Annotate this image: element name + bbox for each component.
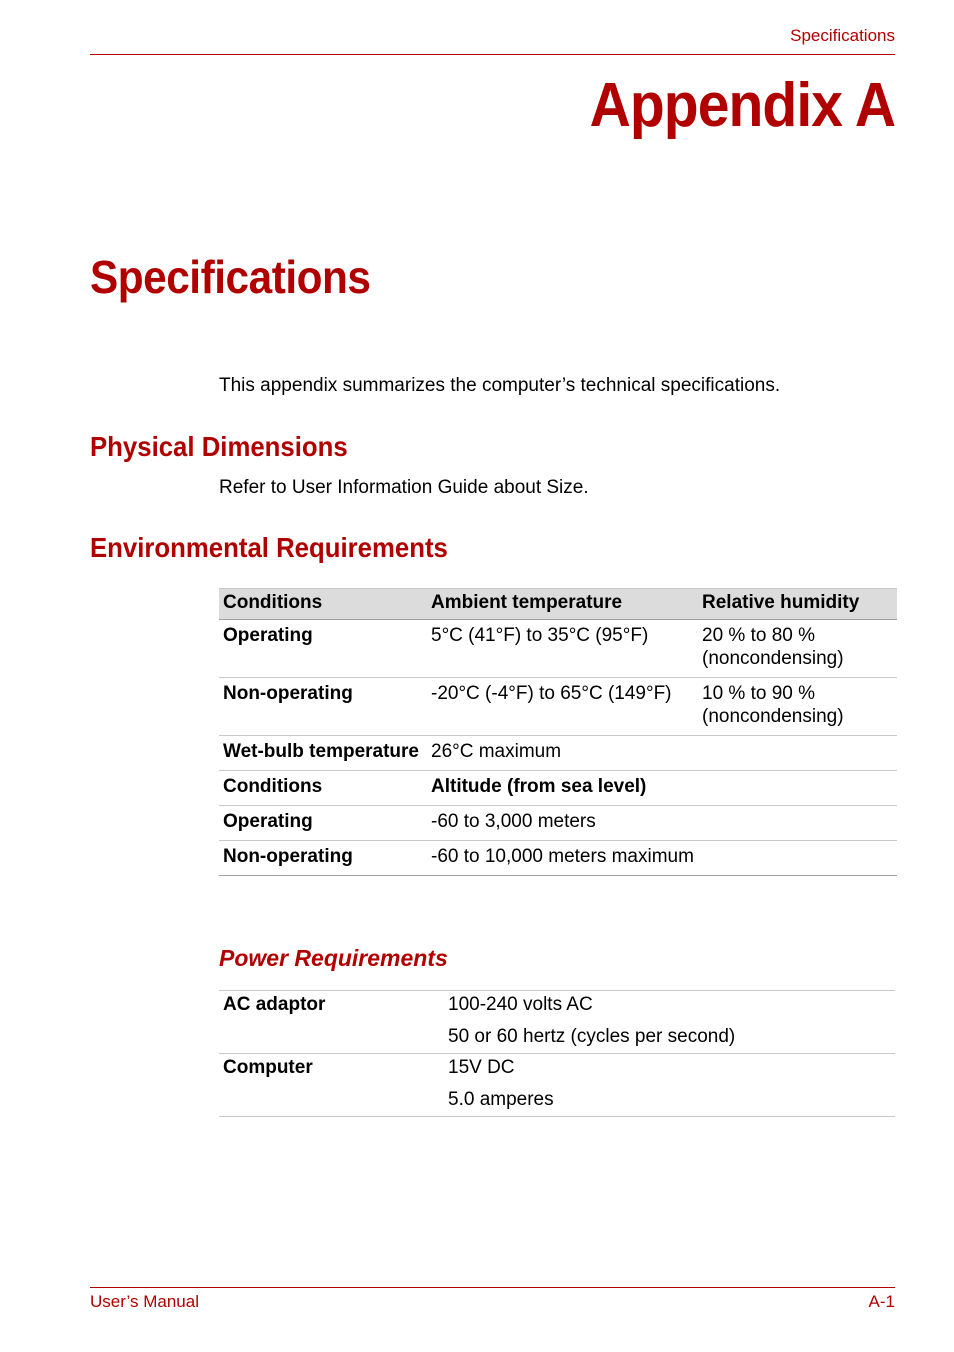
table-row [219,1079,895,1117]
physical-dimensions-heading: Physical Dimensions [90,431,348,462]
power-table [219,990,895,1117]
table-row [219,991,895,1017]
footer-rule [90,1287,895,1288]
environmental-table [219,588,897,876]
table-row [219,1016,895,1054]
table-cell: 10 % to 90 % (noncondensing) [698,678,897,736]
column-header: Ambient temperature [427,589,698,620]
table-row [219,1054,895,1080]
table-cell: -20°C (-4°F) to 65°C (149°F) [427,678,698,736]
table-cell: Operating [219,806,427,841]
environmental-heading: Environmental Requirements [90,532,448,563]
table-cell: AC adaptor [219,991,444,1017]
intro-paragraph: This appendix summarizes the computer’s technical specifications. [219,375,781,396]
running-header: Specifications [790,26,895,45]
table-cell: Wet-bulb temperature [219,736,427,771]
header-rule [90,54,895,55]
table-cell [698,841,897,876]
table-cell: 100-240 volts AC [444,991,895,1017]
table-cell [698,771,897,806]
column-header: Relative humidity [698,589,897,620]
column-header: Altitude (from sea level) [427,771,698,806]
table-cell: -60 to 3,000 meters [427,806,698,841]
table-header-row [219,589,897,620]
column-header: Conditions [219,771,427,806]
table-cell [219,1079,444,1117]
table-row [219,806,897,841]
table-cell: 5°C (41°F) to 35°C (95°F) [427,620,698,678]
table-cell [698,806,897,841]
table-cell: Computer [219,1054,444,1080]
physical-dimensions-text: Refer to User Information Guide about Size. [219,477,589,498]
altitude-header-row [219,771,897,806]
table-cell: -60 to 10,000 meters maximum [427,841,698,876]
table-row [219,678,897,736]
table-cell: 20 % to 80 % (noncondensing) [698,620,897,678]
table-cell [219,1016,444,1054]
table-cell: 5.0 amperes [444,1079,895,1117]
table-row [219,736,897,771]
table-row [219,841,897,876]
appendix-title: Appendix A [589,71,895,140]
table-cell: Non-operating [219,841,427,876]
table-cell: 26°C maximum [427,736,698,771]
table-cell: 15V DC [444,1054,895,1080]
table-row [219,620,897,678]
table-cell [698,736,897,771]
power-requirements-heading: Power Requirements [219,945,448,971]
chapter-title: Specifications [90,251,371,303]
page-number: A-1 [868,1292,895,1311]
column-header: Conditions [219,589,427,620]
table-cell: Operating [219,620,427,678]
footer-manual-title: User’s Manual [90,1292,199,1311]
table-cell: 50 or 60 hertz (cycles per second) [448,1026,736,1047]
table-cell: Non-operating [219,678,427,736]
